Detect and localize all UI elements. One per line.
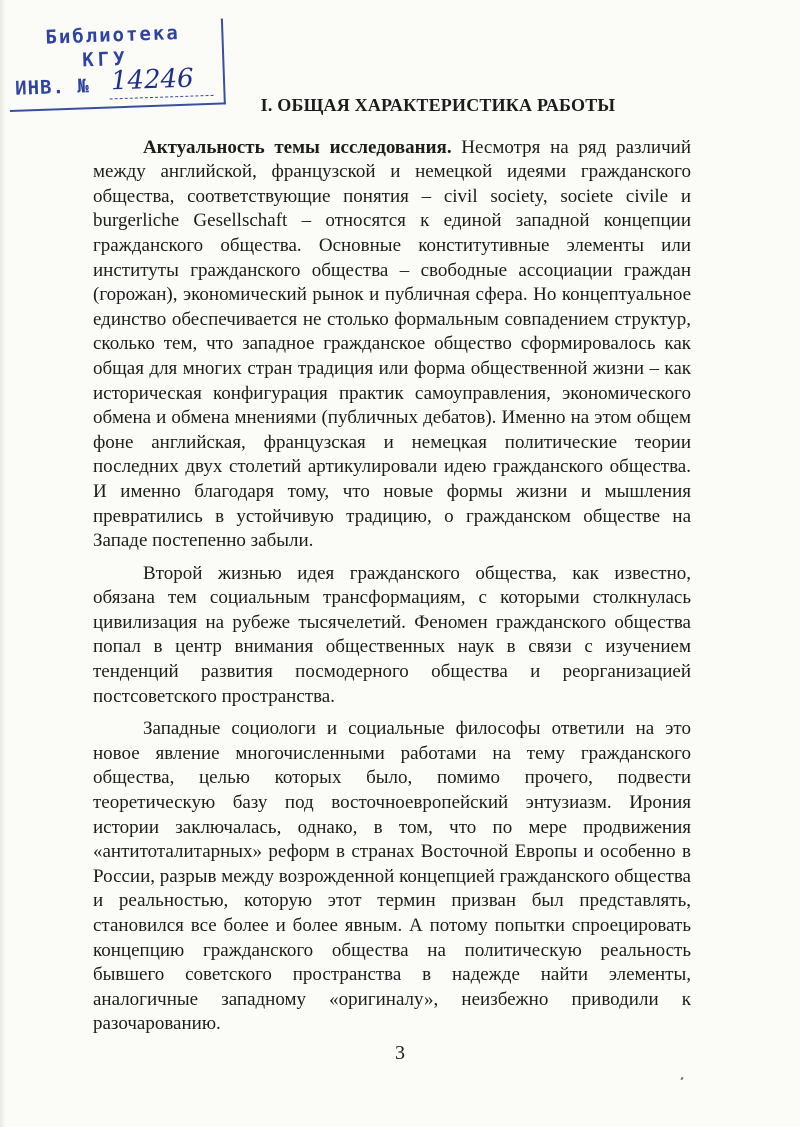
- paragraph-relevance-text: Несмотря на ряд различий между английской, французской и немецкой идеями гражданского общества, соответствующие понятия – civil society, societe civile и burgerliche Gesellschaft – относятся к единой западной концепции гражданского общества. Основные конститутивные элементы или институты гражданского общества – свободные ассоциации граждан (горожан), экономический рынок и публичная сфера. Но концептуальное единство обеспечивается не столько формальным совпадением структур, сколько тем, что западное гражданское общество сформировалось как общая для многих стран традиция или форма общественной жизни – как историческая конфигурация практик самоуправления, экономического обмена и обмена мнениями (публичных дебатов). Именно на этом общем фоне английская, французская и немецкая политические теории последних двух столетий артикулировали идею гражданского общества. И именно благодаря тому, что новые формы жизни и мышления превратились в устойчивую традицию, о гражданском обществе на Западе постепенно забыли.: [93, 136, 691, 552]
- stamp-university-label: КГУ: [81, 47, 129, 72]
- paragraph-relevance: [93, 136, 691, 554]
- paragraph-second-life: Второй жизнью идея гражданского общества, как известно, обязана тем социальным трансформациям, с которыми столкнулась цивилизация на рубеже тысячелетий. Феномен гражданского общества попал в центр внимания общественных наук в связи с изучением тенденций развития посмодерного общества и реорганизацией постсоветского пространства.: [93, 562, 691, 707]
- stamp-library-label: Библиотека: [45, 21, 181, 49]
- stamp-inventory-label: ИНВ. №: [14, 75, 91, 100]
- section-title: I. ОБЩАЯ ХАРАКТЕРИСТИКА РАБОТЫ: [260, 95, 616, 115]
- scan-speck: [680, 1077, 683, 1081]
- paragraph-lead-heading: Актуальность темы исследования.: [143, 136, 452, 158]
- page-edge-shadow: [0, 0, 6, 1127]
- paragraph-western-sociologists: Западные социологи и социальные философы ответили на это новое явление многочисленными работами на тему гражданского общества, целью которых было, помимо прочего, подвести теоретическую базу под восточноевропейский энтузиазм. Ирония истории заключалась, однако, в том, что по мере продвижения «антитоталитарных» реформ в странах Восточной Европы и особенно в России, разрыв между возрожденной концепцией гражданского общества и реальностью, которую этот термин призван был представлять, становился все более и более явным. А потому попытки спроецировать концепцию гражданского общества на политическую реальность бывшего советского пространства в надежде найти элементы, аналогичные западному «оригиналу», неизбежно приводили к разочарованию.: [93, 718, 691, 1035]
- document-body: [93, 93, 691, 1045]
- page-number: 3: [395, 1042, 405, 1064]
- stamp-inventory-number: 14246: [110, 63, 195, 97]
